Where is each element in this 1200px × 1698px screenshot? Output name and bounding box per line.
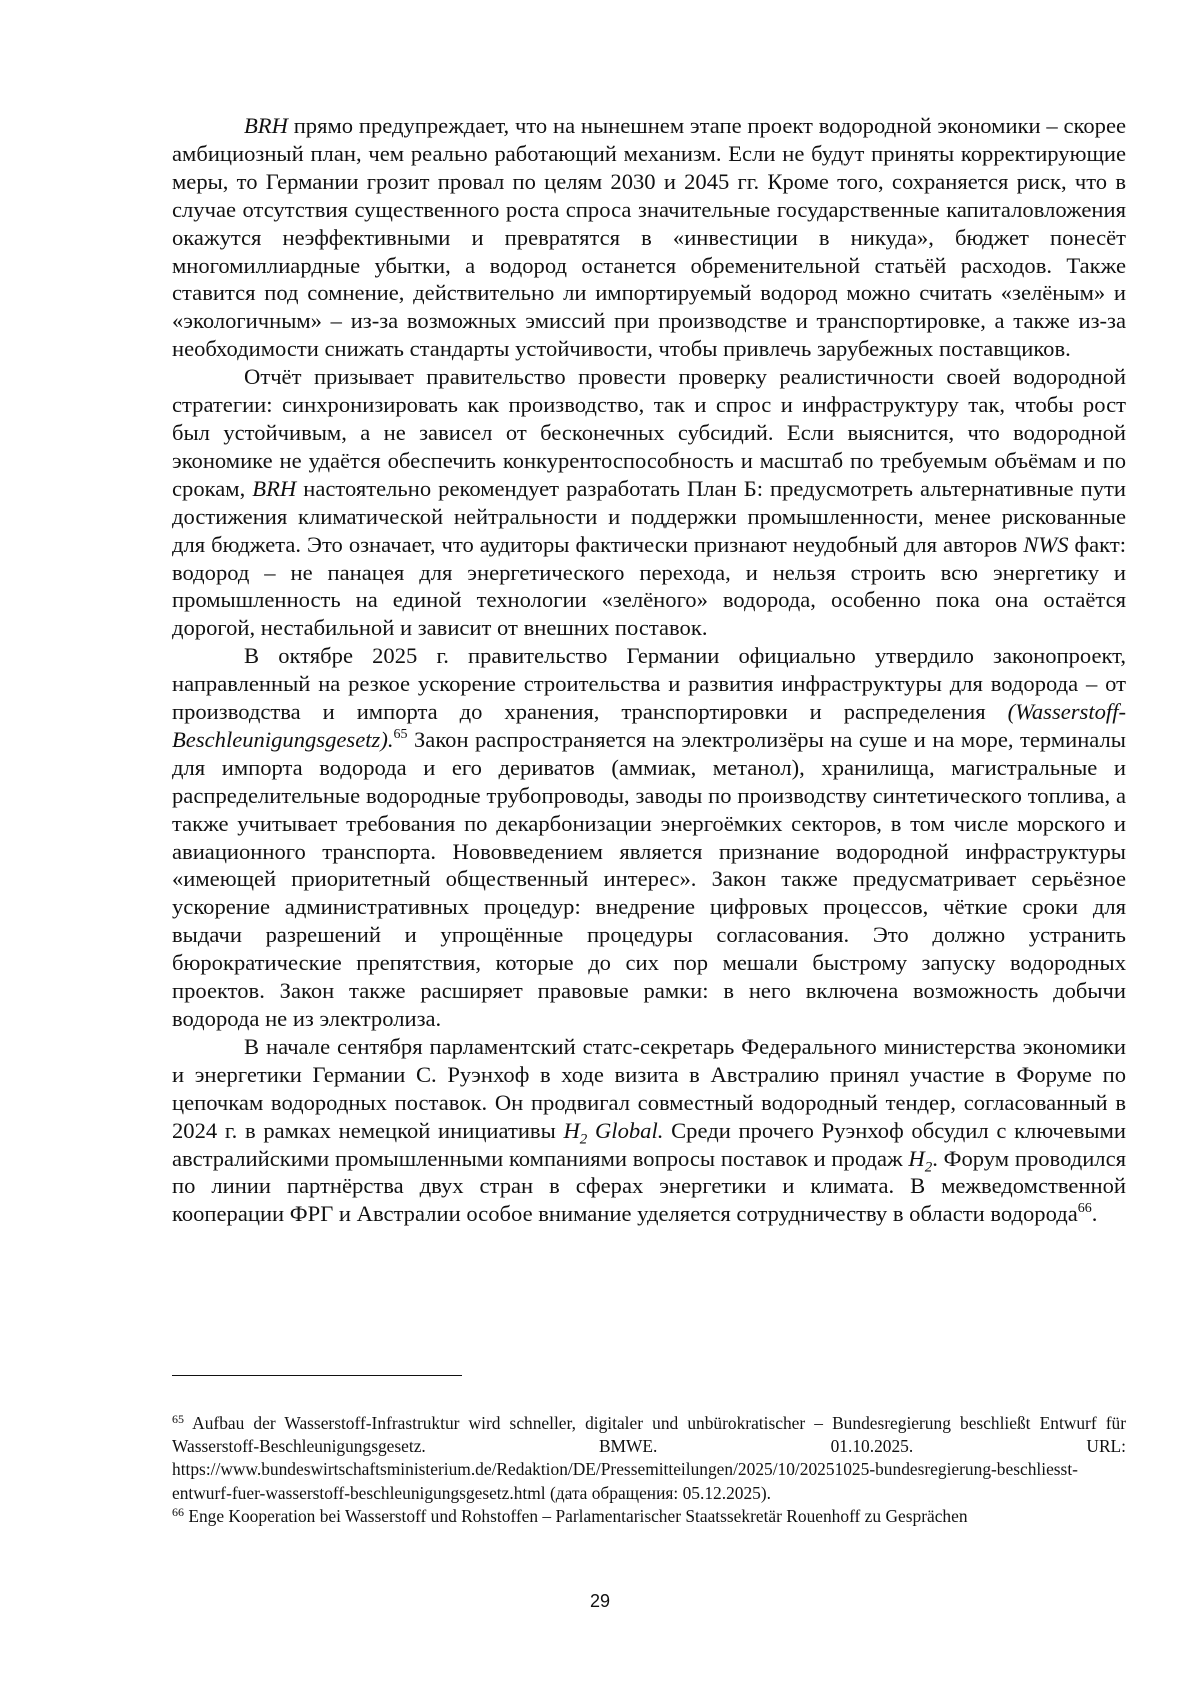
paragraph-4-text-c: Форум проводился по линии партнёрства двух стран в сферах энергетики и климата. В межведомственной кооперации ФРГ и Австралии особое внимание уделяется сотрудничеству в области водорода — [172, 1145, 1126, 1227]
footnotes — [172, 1412, 1126, 1528]
footnote-text: Aufbau der Wasserstoff-Infrastruktur wird schneller, digitaler und unbürokratischer – Bundesregierung beschließt Entwurf für Wasserstoff-Beschleunigungsgesetz. BMWE. 01.10.2025. URL: https://www.bundeswirtschaftsministerium.de/Redaktion/DE/Pressemitteilungen/2025/10/20251025-bundesregierung-beschliesst-entwurf-fuer-wasserstoff-beschleunigungsgesetz.html (дата обращения: 05.12.2025). — [172, 1413, 1126, 1503]
h2-formula — [908, 1145, 933, 1176]
paragraph-4-text-b: Среди прочего Руэнхоф обсудил с ключевыми австралийскими промышленными компаниями вопросы поставок и продаж — [172, 1117, 1126, 1171]
main-text — [172, 112, 1126, 1228]
paragraph-3-text-a: В октябре 2025 г. правительство Германии официально утвердило законопроект, направленный на резкое ускорение строительства и развития инфраструктуры для водорода – от производства и импорта до хранения, транспортировки и распределения — [172, 643, 1126, 725]
h2-letter: H — [908, 1145, 925, 1171]
h2-global-rest: Global. — [587, 1117, 664, 1143]
h2-period: . — [932, 1145, 938, 1171]
h2-letter: H — [563, 1117, 580, 1143]
footnote-number: 66 — [172, 1504, 184, 1519]
footnote-ref-65[interactable]: 65 — [393, 726, 408, 742]
law-name: (Wasserstoff-Beschleunigungsgesetz). — [172, 699, 1126, 752]
paragraph-4-text-a: В начале сентября парламентский статс-секретарь Федерального министерства экономики и энергетики Германии С. Руэнхоф в ходе визита в Австралию принял участие в Форуме по цепочкам водородных поставок. Он продвигал совместный водородный тендер, согласованный в 2024 г. в рамках немецкой инициативы — [172, 1033, 1126, 1143]
paragraph-3-text-b: Закон распространяется на электролизёры на суше и на море, терминалы для импорта водорода и его дериватов (аммиак, метанол), хранилища, магистральные и распределительные водородные трубопроводы, заводы по производству синтетического топлива, а также учитывает требования по декарбонизации энергоёмких секторов, в том числе морского и авиационного транспорта. Нововведением является признание водородной инфраструктуры «имеющей приоритетный общественный интерес». Закон также предусматривает серьёзное ускорение административных процедур: внедрение цифровых процессов, чёткие сроки для выдачи разрешений и упрощённые процедуры согласования. Это должно устранить бюрократические препятствия, которые до сих пор мешали быстрому запуску водородных проектов. Закон также расширяет правовые рамки: в него включена возможность добычи водорода не из электролиза. — [172, 726, 1126, 1031]
footnote-66 — [172, 1505, 1126, 1528]
brh-abbreviation: BRH — [244, 113, 288, 138]
h2-subscript: 2 — [924, 1159, 933, 1176]
footnote-ref-66[interactable]: 66 — [1077, 1201, 1092, 1217]
footnote-separator — [172, 1375, 462, 1376]
page-number: 29 — [589, 1591, 611, 1611]
paragraph-2-text-a: Отчёт призывает правительство провести проверку реалистичности своей водородной стратегии: синхронизировать как производство, так и спрос и инфраструктуру так, чтобы рост был устойчивым, а не зависел от бесконечных субсидий. Если выяснится, что водородной экономике не удаётся обеспечить конкурентоспособность и масштаб по требуемым объёмам и по срокам, — [172, 364, 1126, 501]
paragraph-2-text-b: настоятельно рекомендует разработать План Б: предусмотреть альтернативные пути достижения климатической нейтральности и поддержки промышленности, менее рискованные для бюджета. Это означает, что аудиторы фактически признают неудобный для авторов — [172, 475, 1126, 557]
paragraph-2-text-c: факт: водород – не панацея для энергетического перехода, и нельзя строить всю энергетику и промышленность на единой технологии «зелёного» водорода, особенно пока она остаётся дорогой, нестабильной и зависит от внешних поставок. — [172, 531, 1126, 641]
footnote-text: Enge Kooperation bei Wasserstoff und Rohstoffen – Parlamentarischer Staatssekretär Rouenhoff zu Gesprächen — [184, 1505, 968, 1526]
paragraph-4-text-d: . — [1091, 1201, 1098, 1227]
paragraph-1-text: прямо предупреждает, что на нынешнем этапе проект водородной экономики – скорее амбициозный план, чем реально работающий механизм. Если не будут приняты корректирующие меры, то Германии грозит провал по целям 2030 и 2045 гг. Кроме того, сохраняется риск, что в случае отсутствия существенного роста спроса значительные государственные капиталовложения окажутся неэффективными и превратятся в «инвестиции в никуда», бюджет понесёт многомиллиардные убытки, а водород останется обременительной статьёй расходов. Также ставится под сомнение, действительно ли импортируемый водород можно считать «зелёным» и «экологичным» – из-за возможных эмиссий при производстве и транспортировке, а также из-за необходимости снижать стандарты устойчивости, чтобы привлечь зарубежных поставщиков. — [172, 113, 1126, 362]
brh-abbreviation: BRH — [252, 475, 297, 501]
h2-global-name — [563, 1117, 664, 1148]
paragraph-2 — [172, 363, 1126, 642]
h2-subscript: 2 — [579, 1131, 588, 1148]
nws-abbreviation: NWS — [1023, 531, 1069, 557]
paragraph-1 — [172, 112, 1126, 363]
footnote-number: 65 — [172, 1412, 184, 1426]
footnote-65 — [172, 1412, 1126, 1505]
paragraph-3 — [172, 642, 1126, 1033]
paragraph-4 — [172, 1033, 1126, 1228]
